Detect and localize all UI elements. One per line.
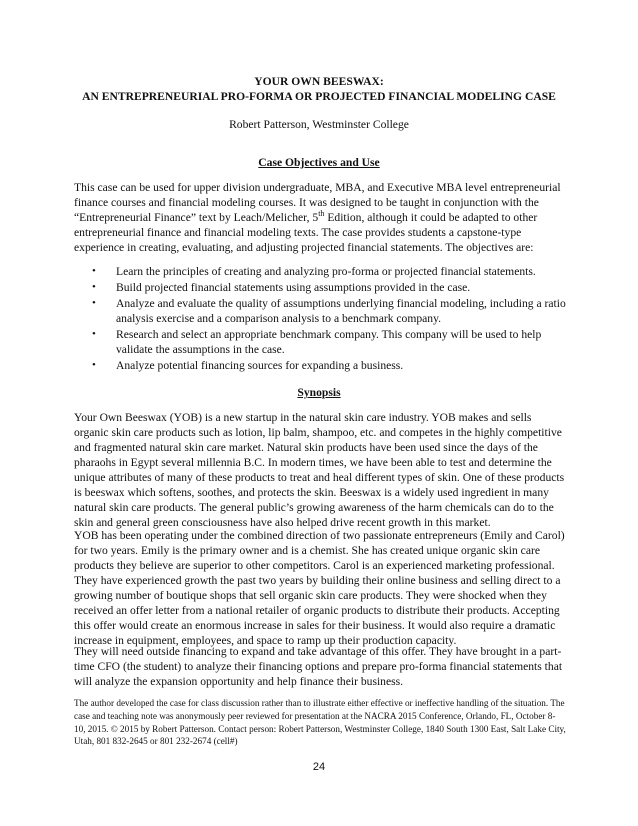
edition-superscript: th [318,209,325,219]
objective-item [92,327,568,357]
objectives-intro-text-a: This case can be used for upper division undergraduate, MBA, and Executive MBA level entrepreneurial finance courses and financial modeling courses. It was designed to be taught in conjunction with the “Entrepreneurial Finance” text by Leach/Melicher, 5 [74,181,561,224]
objective-text: Build projected financial statements using assumptions provided in the case. [116,281,471,294]
objective-item [92,264,568,279]
objectives-list [92,264,568,374]
objectives-intro-text-b: Edition, although it could be adapted to other entrepreneurial finance and financial modeling texts. The case provides students a capstone-type experience in creating, evaluating, and adjusting projected financial statements. The objectives are: [74,211,538,254]
bullet-icon: • [92,281,96,293]
objective-item [92,358,568,373]
bullet-icon: • [92,297,96,309]
bullet-icon: • [92,265,96,277]
objective-text: Analyze potential financing sources for expanding a business. [116,359,404,372]
objective-text: Analyze and evaluate the quality of assumptions underlying financial modeling, including a ratio analysis exercise and a comparison analysis to a benchmark company. [116,297,566,325]
bullet-icon: • [92,328,96,340]
section-heading-objectives: Case Objectives and Use [258,156,380,169]
objective-item [92,296,568,326]
objective-text: Research and select an appropriate benchmark company. This company will be used to help validate the assumptions in the case. [116,328,542,356]
case-title-line1: YOUR OWN BEESWAX: [254,75,384,88]
objectives-intro-paragraph [74,180,566,255]
case-title-line2: AN ENTREPRENEURIAL PRO-FORMA OR PROJECTED FINANCIAL MODELING CASE [82,90,556,103]
objective-text: Learn the principles of creating and analyzing pro-forma or projected financial statements. [116,265,536,278]
synopsis-paragraph-3: They will need outside financing to expand and take advantage of this offer. They have brought in a part-time CFO (the student) to analyze their financing options and prepare pro-forma financial statements that will analyze the expansion opportunity and help finance their business. [74,645,563,688]
author-line: Robert Patterson, Westminster College [229,118,409,131]
synopsis-paragraph-2: YOB has been operating under the combined direction of two passionate entrepreneurs (Emily and Carol) for two years. Emily is the primary owner and is a chemist. She has created unique organic skin care products they believe are superior to other competitors. Carol is an experienced marketing professional. They have experienced growth the past two years by building their online business and selling direct to a growing number of boutique shops that sell organic skin care products. They were shocked when they received an offer letter from a national retailer of organic products to distribute their products. Accepting this offer would create an enormous increase in sales for their business. It would also require a dramatic increase in equipment, employees, and space to ramp up their production capacity. [74,529,565,647]
page-number: 24 [312,761,326,773]
objective-item [92,280,568,295]
case-title [60,74,578,104]
bullet-icon: • [92,359,96,371]
synopsis-paragraph-1: Your Own Beeswax (YOB) is a new startup in the natural skin care industry. YOB makes and sells organic skin care products such as lotion, lip balm, shampoo, etc. and competes in the highly competitive and fragmented natural skin care market. Natural skin products have been used since the days of the pharaohs in Egypt several millennia B.C. In modern times, we have been able to test and determine the unique attributes of many of these products to treat and heal different types of skin. One of these products is beeswax which softens, soothes, and protects the skin. Beeswax is a widely used ingredient in many natural skin care products. The general public’s growing awareness of the harm chemicals can do to the skin and general green consciousness have also helped drive recent growth in this market. [74,411,565,529]
author-footnote: The author developed the case for class discussion rather than to illustrate either effective or ineffective handling of the situation. The case and teaching note was anonymously peer reviewed for presentation at the NACRA 2015 Conference, Orlando, FL, October 8-10, 2015. © 2015 by Robert Patterson. Contact person: Robert Patterson, Westminster College, 1840 South 1300 East, Salt Lake City, Utah, 801 832-2645 or 801 232-2674 (cell#) [74,698,566,747]
section-heading-synopsis: Synopsis [297,386,341,399]
